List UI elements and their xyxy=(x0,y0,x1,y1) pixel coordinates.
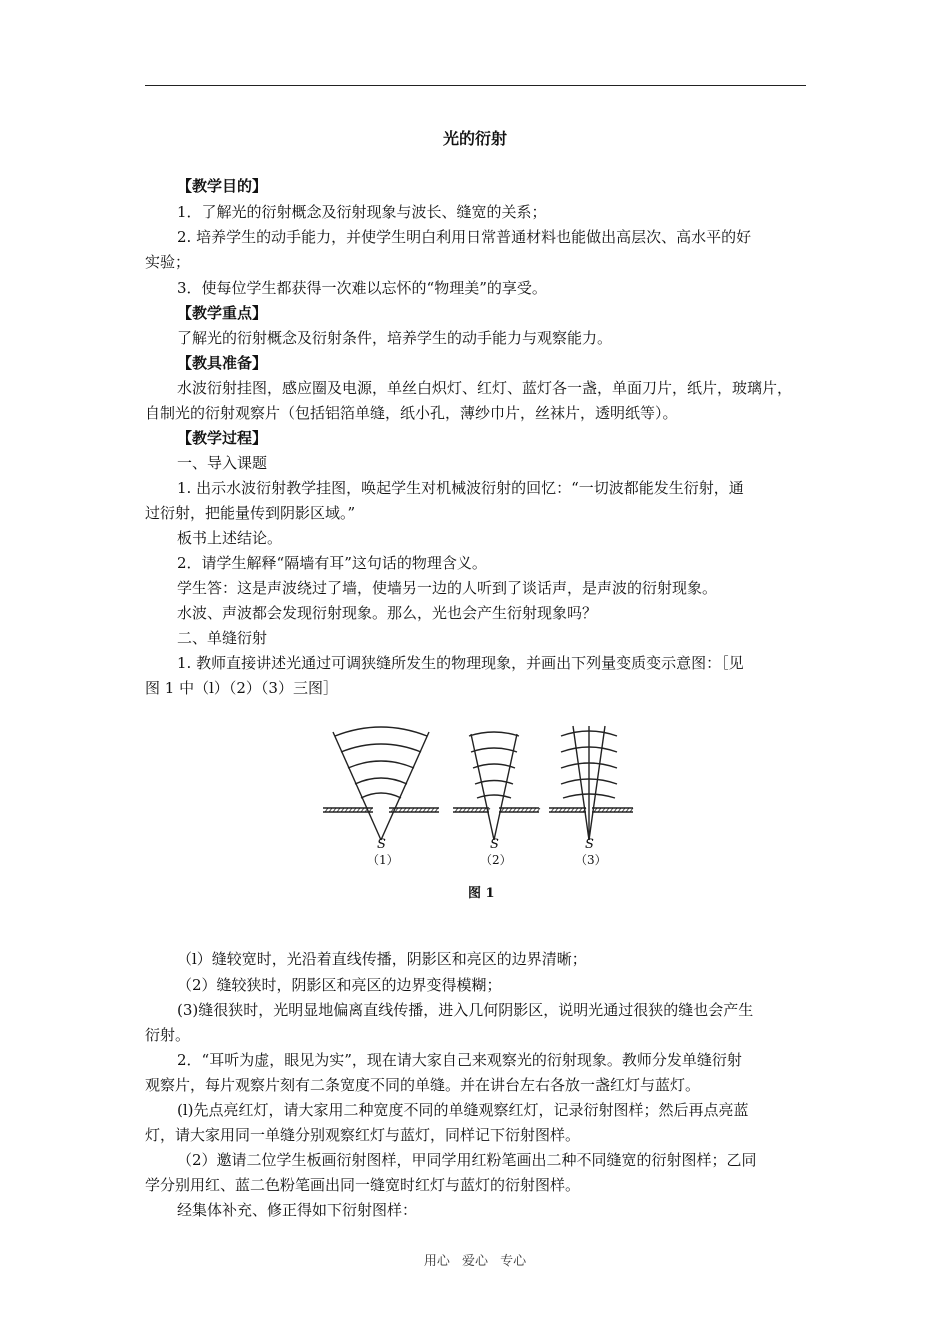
text-line: 学生答：这是声波绕过了墙，使墙另一边的人听到了谈话声，是声波的衍射现象。 xyxy=(177,579,718,597)
text-line: (3)缝很狭时，光明显地偏离直线传播，进入几何阴影区，说明光通过很狭的缝也会产生 xyxy=(177,1001,754,1019)
diffraction-figure xyxy=(323,722,643,912)
text-line: 1. 教师直接讲述光通过可调狭缝所发生的物理现象，并画出下列量变质变示意图：［见 xyxy=(177,654,744,672)
text-line: 灯，请大家用同一单缝分别观察红灯与蓝灯，同样记下衍射图样。 xyxy=(145,1126,581,1144)
text-line: 实验； xyxy=(145,253,191,271)
text-line: 自制光的衍射观察片（包括铝箔单缝，纸小孔，薄纱巾片，丝袜片，透明纸等）。 xyxy=(145,404,678,422)
figure-caption: 图 1 xyxy=(468,886,495,901)
text-line: （2）邀请二位学生板画衍射图样，甲同学用红粉笔画出二种不同缝宽的衍射图样；乙同 xyxy=(177,1151,757,1169)
text-line: 观察片，每片观察片刻有二条宽度不同的单缝。并在讲台左右各放一盏红灯与蓝灯。 xyxy=(145,1076,701,1094)
text-line: （l）缝较宽时，光沿着直线传播，阴影区和亮区的边界清晰； xyxy=(177,950,587,968)
section-heading: 【教具准备】 xyxy=(177,354,268,372)
header-rule xyxy=(145,85,806,86)
text-line: 经集体补充、修正得如下衍射图样： xyxy=(177,1201,418,1219)
text-line: （2）缝较狭时，阴影区和亮区的边界变得模糊； xyxy=(177,976,502,994)
text-line: 过衍射，把能量传到阴影区域。” xyxy=(145,504,356,522)
panel-3-diagram xyxy=(549,726,633,840)
source-label-2: S xyxy=(490,837,499,852)
text-line: 1．了解光的衍射概念及衍射现象与波长、缝宽的关系； xyxy=(177,203,547,221)
text-line: 图 1 中（l）（2）（3）三图］ xyxy=(145,679,338,697)
text-line: 水波、声波都会发现衍射现象。那么，光也会产生衍射现象吗？ xyxy=(177,604,598,622)
text-line: 学分别用红、蓝二色粉笔画出同一缝宽时红灯与蓝灯的衍射图样。 xyxy=(145,1176,581,1194)
panel-label-1: （1） xyxy=(367,853,399,867)
text-line: 板书上述结论。 xyxy=(177,529,283,547)
page-title: 光的衍射 xyxy=(442,129,507,148)
section-heading: 【教学重点】 xyxy=(177,304,268,322)
text-line: (l)先点亮红灯，请大家用二种宽度不同的单缝观察红灯，记录衍射图样；然后再点亮蓝 xyxy=(177,1101,749,1119)
panel-1-diagram xyxy=(323,727,439,840)
panel-label-3: （3） xyxy=(575,853,607,867)
text-line: 3．使每位学生都获得一次难以忘怀的“物理美”的享受。 xyxy=(177,279,547,297)
source-label-1: S xyxy=(377,837,386,852)
page-footer: 用心 爱心 专心 xyxy=(423,1254,527,1269)
text-line: 2. 培养学生的动手能力，并使学生明白利用日常普通材料也能做出高层次、高水平的好 xyxy=(177,228,752,246)
text-line: 一、导入课题 xyxy=(177,454,268,472)
text-line: 2．请学生解释“隔墙有耳”这句话的物理含义。 xyxy=(177,554,487,572)
source-label-3: S xyxy=(585,837,594,852)
text-line: 二、单缝衍射 xyxy=(177,629,268,647)
text-line: 了解光的衍射概念及衍射条件，培养学生的动手能力与观察能力。 xyxy=(177,329,613,347)
panel-2-diagram xyxy=(453,732,539,840)
text-line: 2．“耳听为虚，眼见为实”，现在请大家自己来观察光的衍射现象。教师分发单缝衍射 xyxy=(177,1051,742,1069)
text-line: 1. 出示水波衍射教学挂图，唤起学生对机械波衍射的回忆：“一切波都能发生衍射，通 xyxy=(177,479,744,497)
text-line: 水波衍射挂图，感应圈及电源，单丝白炽灯、红灯、蓝灯各一盏，单面刀片，纸片，玻璃片， xyxy=(177,379,793,397)
text-line: 衍射。 xyxy=(145,1026,191,1044)
section-heading: 【教学过程】 xyxy=(177,429,268,447)
section-heading: 【教学目的】 xyxy=(177,177,268,195)
panel-label-2: （2） xyxy=(480,853,512,867)
